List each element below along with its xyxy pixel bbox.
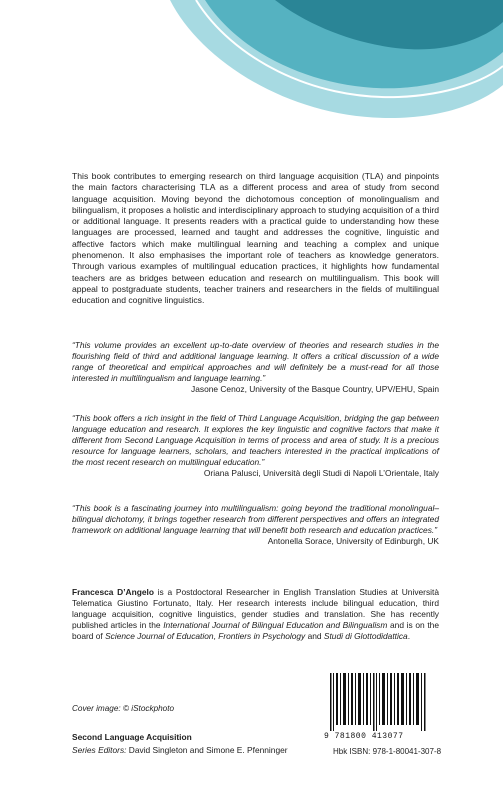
bio-text: is a Postdoctoral Researcher in English Translation Studies at Università Telematica Giustino Fortunato, Italy. Her research interests include bilingual education, third language acquisition, cognitive linguistics, gender studies and translation. She has recently published articles in the (72, 587, 439, 631)
isbn-number: Hbk ISBN: 978-1-80041-307-8 (333, 747, 442, 756)
barcode-bars (330, 673, 428, 731)
isbn-barcode (316, 655, 441, 747)
endorsement-2 (72, 413, 439, 480)
endorsement-quote: “This book offers a rich insight in the field of Third Language Acquisition, bridging the gap between language education and research. It explores the key linguistic and cognitive factors that make it different from Second Language Acquisition in terms of process and area of study. It is a precious resource for language learners, scholars, and teachers interested in the practical implications of the most recent research on multilingual education.” (72, 413, 439, 468)
bio-journal: International Journal of Bilingual Education and Bilingualism (163, 620, 388, 631)
cover-image-credit: Cover image: © iStockphoto (72, 704, 175, 713)
series-editors-label: Series Editors: (72, 745, 127, 755)
barcode-digits: 9 781800 413077 (324, 732, 404, 741)
endorsement-quote: “This volume provides an excellent up-to-date overview of theories and research studies in the flourishing field of third and additional language learning. It offers a critical discussion of a wide range of theoretical and empirical approaches and will definitely be a must-read for all those interested in multilingualism and language learning.” (72, 340, 439, 384)
bio-text: . (407, 631, 411, 642)
endorsement-3 (72, 503, 439, 547)
series-editors-names: David Singleton and Simone E. Pfenninger (126, 745, 288, 755)
author-name: Francesca D’Angelo (72, 587, 154, 597)
bio-journal: Studi di Glottodidattica (323, 631, 408, 642)
bio-text: and is on the board of (72, 620, 439, 642)
endorsement-attribution: Oriana Palusci, Università degli Studi di Napoli L’Orientale, Italy (203, 468, 439, 479)
bio-journal: Science Journal of Education (105, 631, 214, 642)
endorsement-attribution: Antonella Sorace, University of Edinburgh, UK (267, 536, 439, 547)
series-editors (72, 745, 288, 755)
endorsement-quote: “This book is a fascinating journey into multilingualism: going beyond the traditional monolingual–bilingual dichotomy, it brings together research from different perspectives and offers an integrated framework on additional language learning that will benefit both research and education practices.” (72, 503, 439, 536)
endorsement-1 (72, 340, 439, 395)
author-bio (72, 587, 439, 642)
book-blurb: This book contributes to emerging research on third language acquisition (TLA) and pinpoints the main factors characterising TLA as a different process and area of study from second language acquisition. Moving beyond the dichotomous conception of monolingualism and bilingualism, it proposes a holistic and interdisciplinary approach to studying acquisition of a third or additional language. It presents readers with a practical guide to understanding how these languages are processed, learned and taught and addresses the cognitive, linguistic and affective factors which make multilingual learning and teaching a complex and unique phenomenon. It also emphasises the important role of teachers as knowledge generators. Through various examples of multilingual education practices, it highlights how fundamental teachers are as bridges between education and research on multilingualism. This book will appeal to postgraduate students, teacher trainers and researchers in the fields of multilingual education and cognitive linguistics. (72, 171, 439, 306)
bio-text: , (213, 631, 219, 642)
endorsement-attribution: Jasone Cenoz, University of the Basque Country, UPV/EHU, Spain (191, 384, 439, 395)
series-title: Second Language Acquisition (72, 732, 192, 742)
bio-journal: Frontiers in Psychology (218, 631, 306, 642)
decorative-wave-header (0, 0, 503, 160)
bio-text: and (305, 631, 324, 642)
